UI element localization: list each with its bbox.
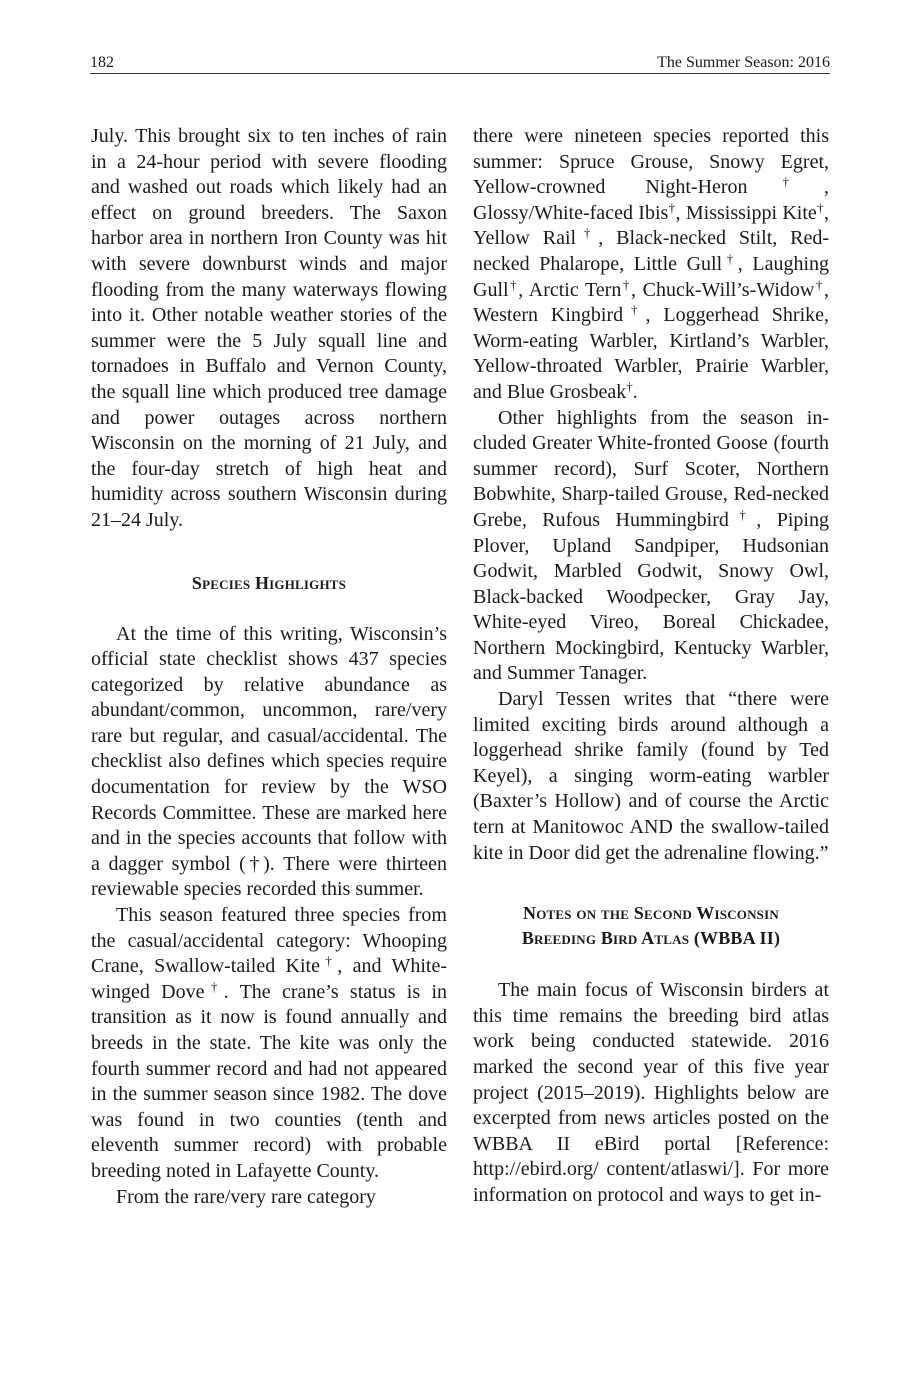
paragraph-other-highlights: Other highlights from the season included Greater White-fronted Goose (fourth summer record), Surf Scoter, Northern Bobwhite, Sharp-tailed Grouse, Red-necked Grebe, Rufous Hummingbird†, Piping Plover, Upland Sandpiper, Hudsonian Godwit, Marbled Godwit, Snowy Owl, Black-backed Woodpecker, Gray Jay, White-eyed Vireo, Boreal Chickadee, Northern Mockingbird, Kentucky Warbler, and Summer Tanager. xyxy=(473,406,829,685)
paragraph-atlas-focus: The main focus of Wisconsin birders at this time remains the breeding bird atlas work being conducted statewide. 2016 marked the second year of this five year project (2015–2019). Highlights below are excerpted from news articles posted on the WBBA II eBird portal [Reference: http://ebird.org/ content/atlaswi/]. For more information on protocol and ways to get in- xyxy=(473,979,829,1206)
running-title: The Summer Season: 2016 xyxy=(657,54,830,71)
paragraph-nineteen-species: there were nineteen species reported this summer: Spruce Grouse, Snowy Egret, Yellow-crowned Night-Heron†, Glossy/White-faced Ibis†, Mississippi Kite†, Yellow Rail†, Black-necked Stilt, Red-necked Phalarope, Little Gull†, Laughing Gull†, Arctic Tern†, Chuck-Will’s-Widow†, Western Kingbird†, Loggerhead Shrike, Worm-eating Warbler, Kirtland’s Warbler, Yellow-throated Warbler, Prairie Warbler, and Blue Grosbeak†. xyxy=(473,125,830,403)
header-rule xyxy=(90,73,830,74)
dagger-mark: † xyxy=(320,953,338,969)
paragraph-weather: July. This brought six to ten inches of rain in a 24-hour period with severe flooding and washed out roads which likely had an effect on ground breeders. The Saxon harbor area in northern Iron County was hit with severe downburst winds and major flooding from the many waterways flowing into it. Other notable weather stories of the summer were the 5 July squall line and tornadoes in Buffalo and Vernon County, the squall line which produced tree damage and power outages across northern Wisconsin on the morning of 21 July, and the four-day stretch of high heat and humidity across southern Wisconsin during 21–24 July. xyxy=(91,125,447,531)
dagger-mark: † xyxy=(747,174,824,190)
dagger-mark: † xyxy=(728,506,757,522)
dagger-mark: † xyxy=(626,378,633,394)
dagger-mark: † xyxy=(722,250,738,266)
dagger-mark: † xyxy=(576,225,599,241)
paragraph-rare-category: From the rare/very rare category xyxy=(116,1185,376,1208)
section-heading-wbba xyxy=(473,901,829,951)
dagger-mark: † xyxy=(204,978,224,994)
page-number: 182 xyxy=(90,54,114,71)
dagger-mark: † xyxy=(508,276,519,292)
section-heading-wbba-line1: Notes on the Second Wisconsin xyxy=(523,903,779,924)
left-column xyxy=(91,124,447,1210)
paragraph-checklist: At the time of this writing, Wisconsin’s official state checklist shows 437 species categorized by relative abundance as abundant/common, uncommon, rare/very rare but regular, and casual/accidental. The checklist also defines which species require documentation for review by the WSO Records Committee. These are marked here and in the species accounts that follow with a dagger symbol (†). There were thirteen reviewable species recorded this summer. xyxy=(91,622,447,901)
right-column xyxy=(473,124,829,1209)
section-heading-species-highlights: Species Highlights xyxy=(191,572,347,593)
dagger-mark: † xyxy=(623,302,646,318)
dagger-mark: † xyxy=(816,199,825,215)
dagger-mark: † xyxy=(621,276,632,292)
dagger-mark: † xyxy=(668,199,676,215)
dagger-mark: † xyxy=(814,276,825,292)
section-heading-wbba-line2: Breeding Bird Atlas (WBBA II) xyxy=(521,928,781,949)
running-head xyxy=(90,50,830,72)
paragraph-tessen-quote: Daryl Tessen writes that “there were limited exciting birds around although a loggerhead shrike family (found by Ted Keyel), a singing worm-eating warbler (Baxter’s Hollow) and of course the Arctic tern at Manitowoc AND the swallow-tailed kite in Door did get the adrenaline flowing.” xyxy=(473,688,829,864)
paragraph-casual-species: This season featured three species from the casual/accidental category: Whooping Crane, Swallow-tailed Kite†, and White-winged Dove†. The crane’s status is in transition as it now is found annually and breeds in the state. The kite was only the fourth summer record and had not appeared in the summer season since 1982. The dove was found in two counties (tenth and eleventh summer record) with probable breeding noted in Lafayette County. xyxy=(91,904,448,1182)
